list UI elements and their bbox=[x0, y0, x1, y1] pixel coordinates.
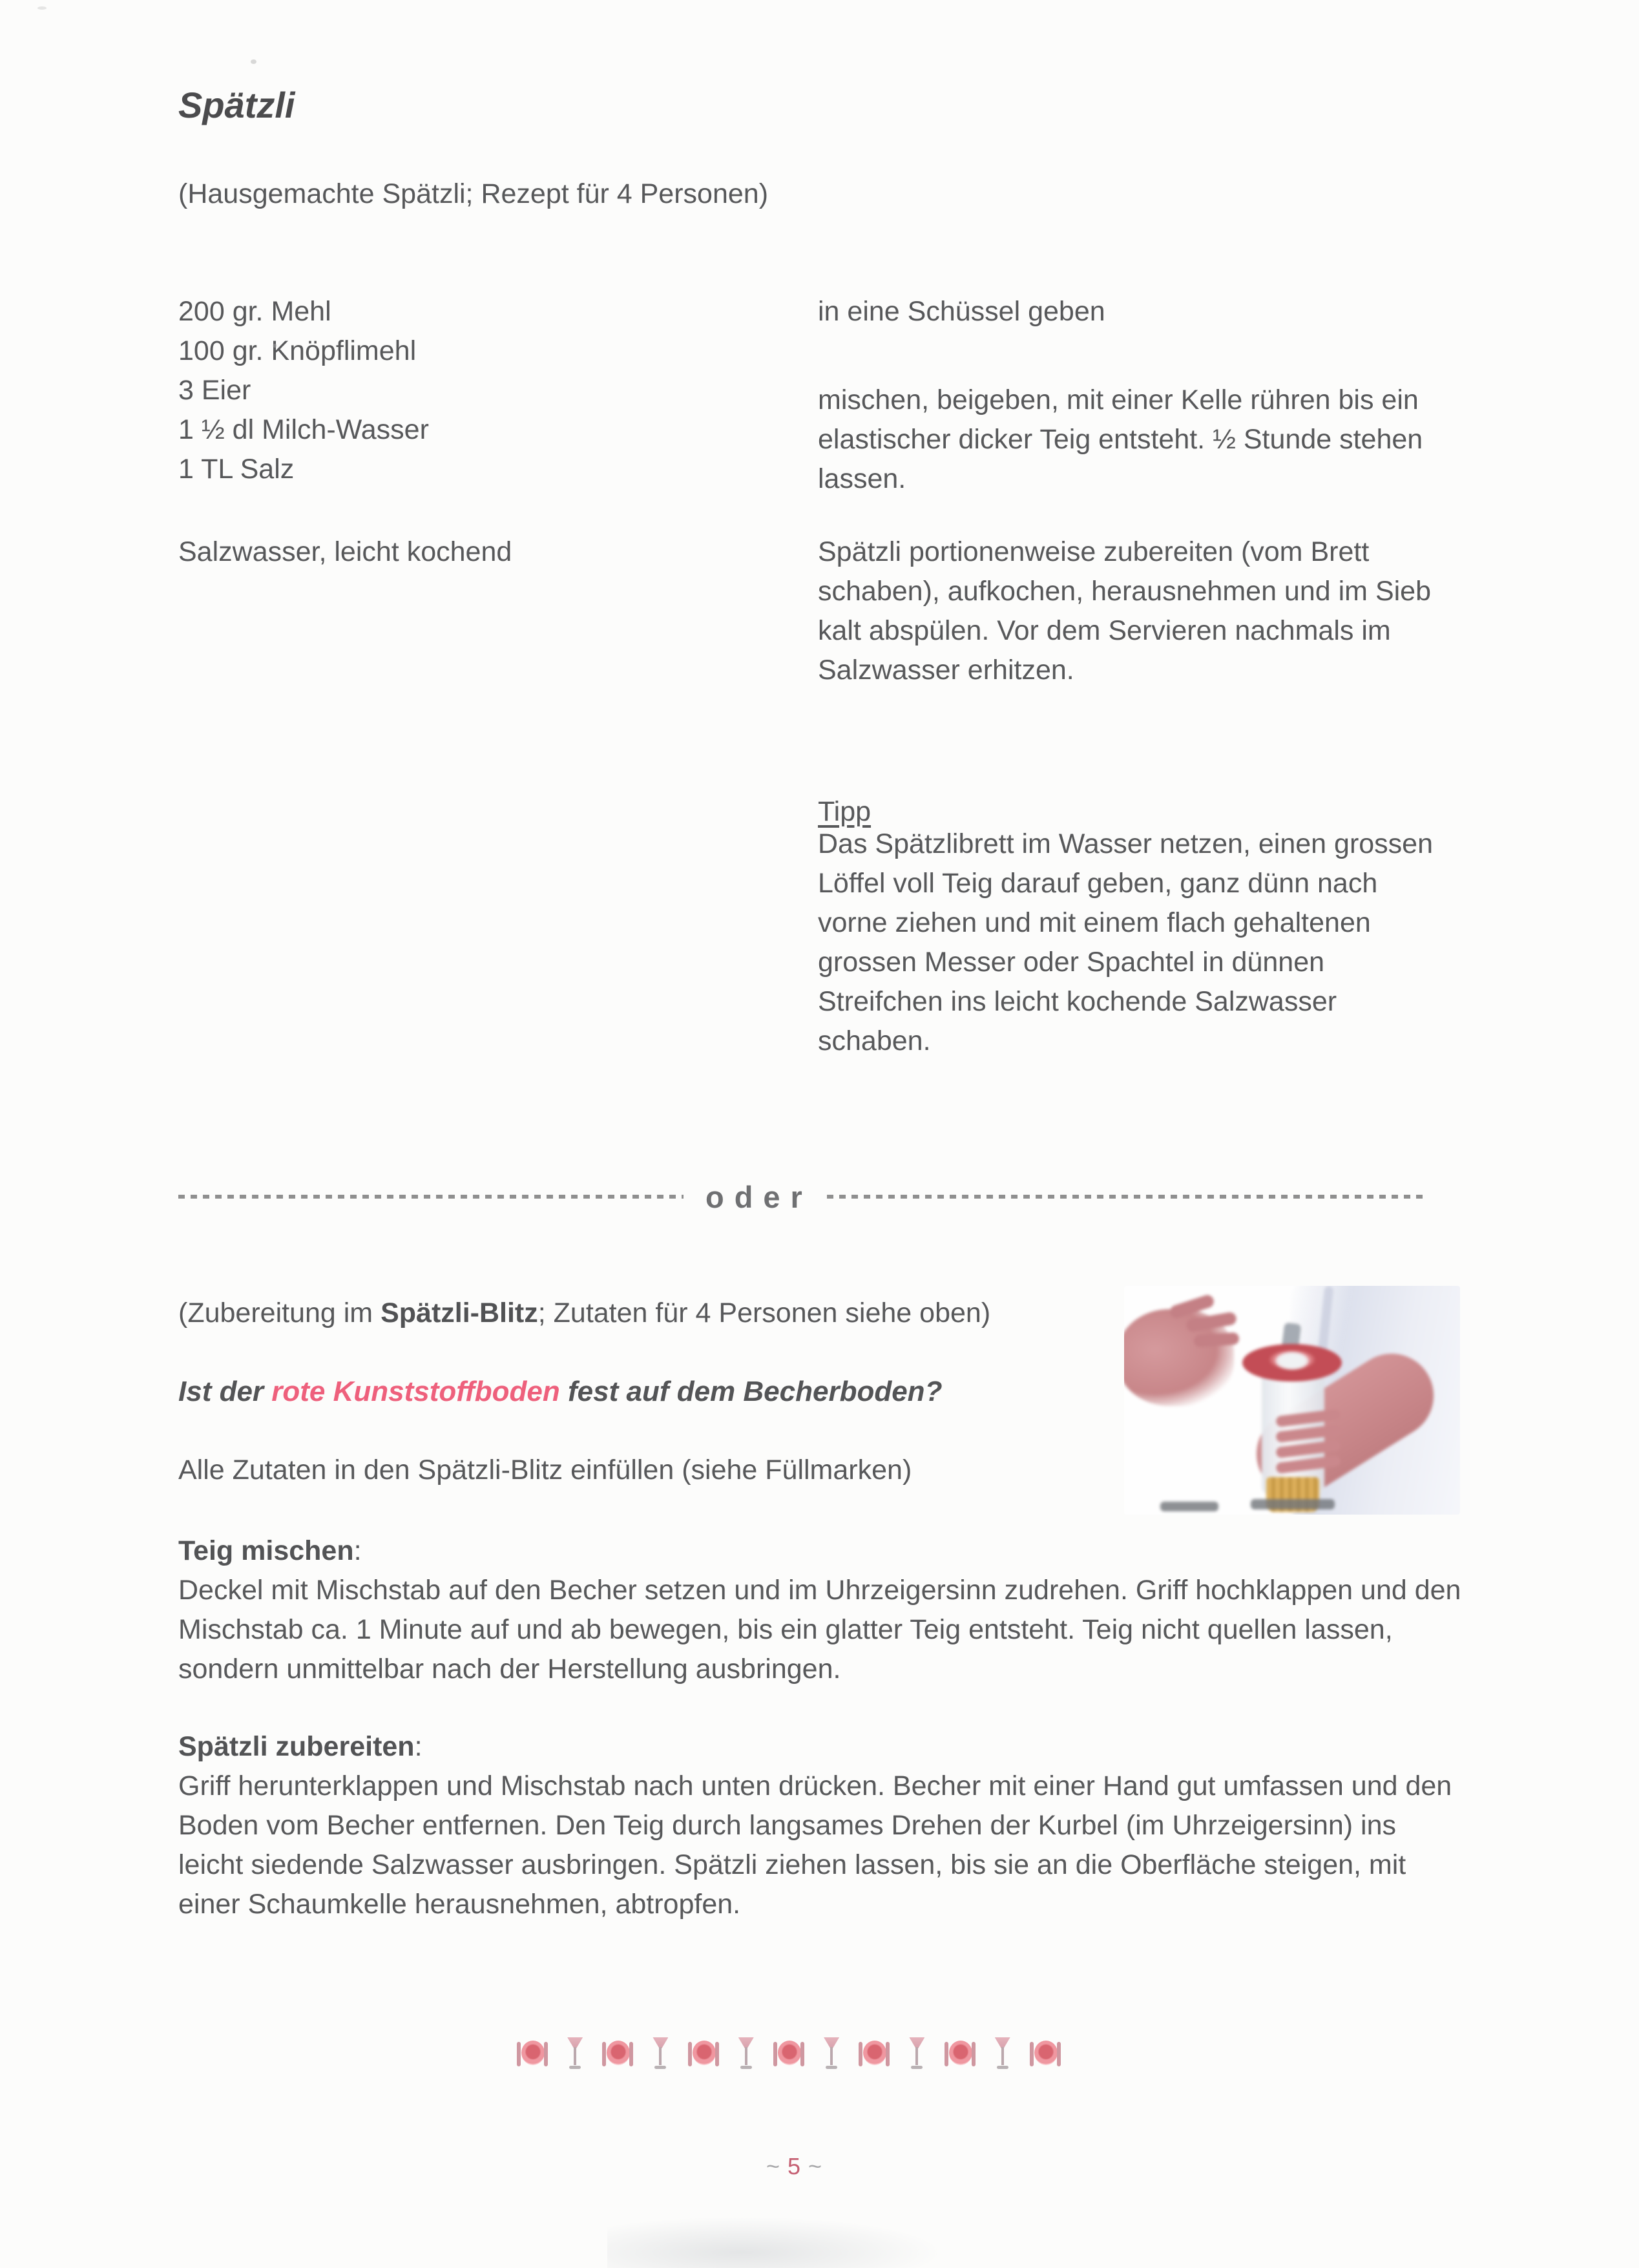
ingredient-item: 3 Eier bbox=[178, 375, 251, 406]
ingredient-item: 100 gr. Knöpflimehl bbox=[178, 335, 417, 366]
mix-section bbox=[178, 1531, 1464, 1689]
plate-icon bbox=[949, 2041, 972, 2065]
cocktail-glass-icon bbox=[738, 2035, 755, 2069]
step-mix: mischen, beigeben, mit einer Kelle rühren bis ein elastischer dicker Teig entsteht. ½ Stunde stehen lassen. bbox=[818, 384, 1423, 494]
divider-dash-left bbox=[178, 1195, 684, 1199]
table-shadow-shape bbox=[1160, 1502, 1218, 1511]
tip-text: Das Spätzlibrett im Wasser netzen, einen grossen Löffel voll Teig darauf geben, ganz dünn nach vorne ziehen und mit einem flach gehaltenen grossen Messer oder Spachtel in dünnen Streifchen ins leicht kochende Salzwasser schaben. bbox=[818, 828, 1434, 1056]
fork-icon bbox=[859, 2042, 862, 2066]
plate-icon bbox=[693, 2041, 716, 2065]
place-setting-icon bbox=[1030, 2039, 1061, 2069]
ingredient-list bbox=[178, 292, 773, 489]
cocktail-glass-icon bbox=[567, 2035, 583, 2069]
blitz-intro-post: ; Zutaten für 4 Personen siehe oben) bbox=[538, 1297, 991, 1328]
place-setting-icon bbox=[602, 2039, 633, 2069]
scan-speck bbox=[251, 59, 256, 64]
mix-heading: Teig mischen bbox=[178, 1535, 354, 1566]
knife-icon bbox=[886, 2042, 890, 2066]
blitz-intro-pre: (Zubereitung im bbox=[178, 1297, 381, 1328]
knife-icon bbox=[629, 2042, 633, 2066]
plate-icon bbox=[1034, 2041, 1058, 2065]
page-number-value: 5 bbox=[787, 2153, 802, 2179]
divider-word: oder bbox=[705, 1179, 813, 1214]
page-number-tilde: ~ bbox=[766, 2153, 781, 2179]
knife-icon bbox=[715, 2042, 719, 2066]
lid-opening-shape bbox=[1275, 1352, 1309, 1370]
prepare-text: Griff herunterklappen und Mischstab nach unten drücken. Becher mit einer Hand gut umfassen und den Boden vom Becher entfernen. Den Teig durch langsames Drehen der Kurbel (im Uhrzeigersinn) ins leicht siedende Salzwasser ausbringen. Spätzli ziehen lassen, bis sie an die Oberfläche steigen, mit einer Schaumkelle herausnehmen, abtropfen. bbox=[178, 1770, 1452, 1920]
prepare-heading: Spätzli zubereiten bbox=[178, 1731, 415, 1762]
page-title: Spätzli bbox=[178, 85, 295, 125]
ingredient-item: 200 gr. Mehl bbox=[178, 296, 331, 327]
cocktail-glass-icon bbox=[994, 2035, 1011, 2069]
photo-illustration bbox=[1124, 1286, 1460, 1515]
fill-note: Alle Zutaten in den Spätzli-Blitz einfüllen (siehe Füllmarken) bbox=[178, 1454, 912, 1486]
page-number-tilde: ~ bbox=[808, 2153, 824, 2179]
knife-icon bbox=[972, 2042, 976, 2066]
plate-icon bbox=[778, 2041, 801, 2065]
fork-icon bbox=[602, 2042, 606, 2066]
mix-text: Deckel mit Mischstab auf den Becher setzen und im Uhrzeigersinn zudrehen. Griff hochklappen und den Mischstab ca. 1 Minute auf und ab bewegen, bis ein glatter Teig entsteht. Teig nicht quellen lassen, sondern unmittelbar nach der Herstellung ausbringen. bbox=[178, 1575, 1461, 1685]
step-bowl: in eine Schüssel geben bbox=[818, 296, 1105, 327]
prepare-heading-colon: : bbox=[414, 1731, 423, 1762]
plate-icon bbox=[521, 2041, 545, 2065]
subtitle: (Hausgemachte Spätzli; Rezept für 4 Personen) bbox=[178, 178, 769, 209]
water-note: Salzwasser, leicht kochend bbox=[178, 536, 512, 567]
divider-dash-right bbox=[827, 1195, 1424, 1199]
place-setting-icon bbox=[517, 2039, 548, 2069]
scan-smudge bbox=[607, 2216, 943, 2268]
prepare-section bbox=[178, 1727, 1464, 1924]
knife-icon bbox=[544, 2042, 548, 2066]
red-highlight-text: rote Kunststoffboden bbox=[271, 1376, 560, 1407]
fork-icon bbox=[1030, 2042, 1034, 2066]
tip-heading: Tipp bbox=[818, 796, 872, 827]
spaetzli-blitz-photo bbox=[1124, 1286, 1460, 1515]
ingredient-item: 1 ½ dl Milch-Wasser bbox=[178, 414, 429, 445]
question-pre: Ist der bbox=[178, 1376, 272, 1407]
fork-icon bbox=[773, 2042, 777, 2066]
cocktail-glass-icon bbox=[908, 2035, 925, 2069]
question-post: fest auf dem Becherboden? bbox=[559, 1376, 943, 1407]
scan-speck bbox=[273, 344, 277, 348]
or-divider bbox=[178, 1171, 1424, 1223]
mix-heading-colon: : bbox=[353, 1535, 362, 1566]
plate-icon bbox=[607, 2041, 630, 2065]
plate-icon bbox=[863, 2041, 886, 2065]
table-shadow-shape bbox=[1251, 1499, 1335, 1509]
scan-speck bbox=[37, 6, 47, 10]
cocktail-glass-icon bbox=[652, 2035, 669, 2069]
fork-icon bbox=[945, 2042, 948, 2066]
place-setting-icon bbox=[859, 2039, 890, 2069]
place-setting-icon bbox=[945, 2039, 976, 2069]
knife-icon bbox=[800, 2042, 804, 2066]
blitz-intro bbox=[178, 1294, 1277, 1333]
bottom-check-question bbox=[178, 1372, 1277, 1411]
cocktail-glass-icon bbox=[823, 2035, 840, 2069]
step-cook: Spätzli portionenweise zubereiten (vom Brett schaben), aufkochen, herausnehmen und im Sieb kalt abspülen. Vor dem Servieren nachmals im Salzwasser erhitzen. bbox=[818, 536, 1432, 686]
place-setting-icon bbox=[688, 2039, 719, 2069]
knife-icon bbox=[1057, 2042, 1061, 2066]
fork-icon bbox=[517, 2042, 521, 2066]
blitz-name-bold: Spätzli-Blitz bbox=[381, 1297, 538, 1328]
place-setting-icon bbox=[773, 2039, 804, 2069]
page-number bbox=[743, 2153, 846, 2180]
fork-icon bbox=[688, 2042, 692, 2066]
decorative-icon-row bbox=[517, 2033, 1061, 2069]
ingredient-item: 1 TL Salz bbox=[178, 454, 295, 485]
